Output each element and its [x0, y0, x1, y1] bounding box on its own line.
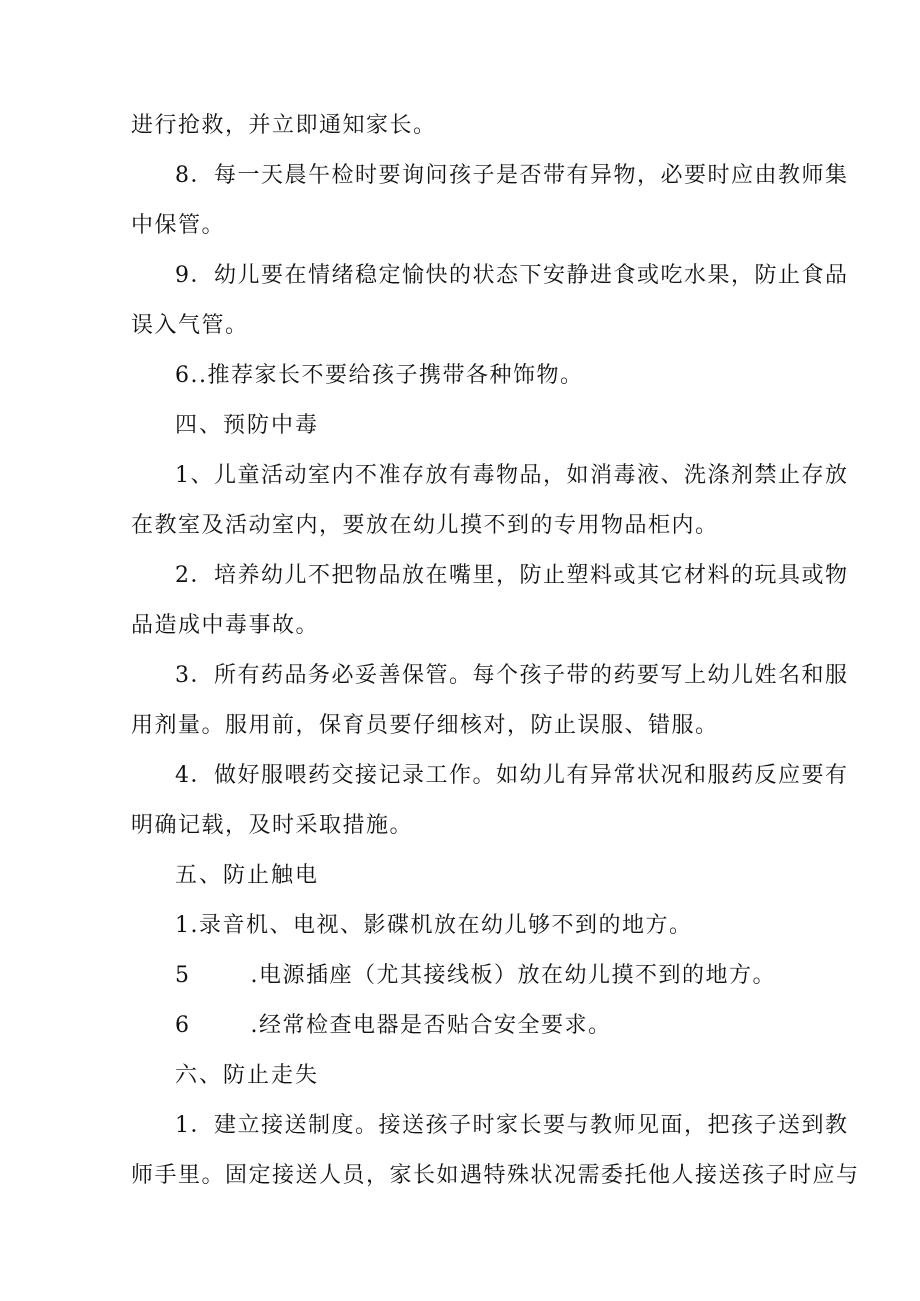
- section-5-item-1: 1.录音机、电视、影碟机放在幼儿够不到的地方。: [175, 913, 693, 938]
- section-5-title: 五、防止触电: [175, 863, 320, 888]
- section-4-item-4-line-1: 4．做好服喂药交接记录工作。如幼儿有异常状况和服药反应要有: [175, 763, 849, 788]
- paragraph-rescue-end: 进行抢救，并立即通知家长。: [131, 113, 437, 138]
- item-8-line-1: 8．每一天晨午检时要询问孩子是否带有异物，必要时应由教师集: [175, 163, 849, 188]
- item-6-jewelry: 6..推荐家长不要给孩子携带各种饰物。: [175, 363, 584, 388]
- section-6-item-1-line-1: 1．建立接送制度。接送孩子时家长要与教师见面，把孩子送到教: [175, 1113, 849, 1138]
- section-5-item-5: [175, 962, 776, 990]
- section-4-item-3-line-1: 3．所有药品务必妥善保管。每个孩子带的药要写上幼儿姓名和服: [175, 663, 849, 688]
- section-5-item-6-number: 6: [175, 1013, 191, 1038]
- section-5-item-5-text: .电源插座（尤其接线板）放在幼儿摸不到的地方。: [250, 963, 776, 988]
- section-5-item-6-text: .经常检查电器是否贴合安全要求。: [250, 1013, 612, 1038]
- section-5-item-5-number: 5: [175, 963, 191, 988]
- section-4-item-1-line-2: 在教室及活动室内，要放在幼儿摸不到的专用物品柜内。: [131, 513, 719, 538]
- section-4-item-3-line-2: 用剂量。服用前，保育员要仔细核对，防止误服、错服。: [131, 713, 719, 738]
- section-4-item-4-line-2: 明确记载，及时采取措施。: [131, 813, 414, 838]
- section-6-title: 六、防止走失: [175, 1063, 320, 1088]
- item-9-line-1: 9．幼儿要在情绪稳定愉快的状态下安静进食或吃水果，防止食品: [175, 263, 849, 288]
- section-5-item-6: [175, 1012, 612, 1040]
- section-4-item-1-line-1: 1、儿童活动室内不准存放有毒物品，如消毒液、洗涤剂禁止存放: [175, 463, 849, 488]
- item-8-line-2: 中保管。: [131, 213, 226, 238]
- section-4-title: 四、预防中毒: [175, 413, 320, 438]
- section-4-item-2-line-1: 2．培养幼儿不把物品放在嘴里，防止塑料或其它材料的玩具或物: [175, 563, 849, 588]
- section-4-item-2-line-2: 品造成中毒事故。: [131, 613, 320, 638]
- section-6-item-1-line-2: 师手里。固定接送人员，家长如遇特殊状况需委托他人接送孩子时应与: [131, 1163, 860, 1188]
- item-9-line-2: 误入气管。: [131, 313, 249, 338]
